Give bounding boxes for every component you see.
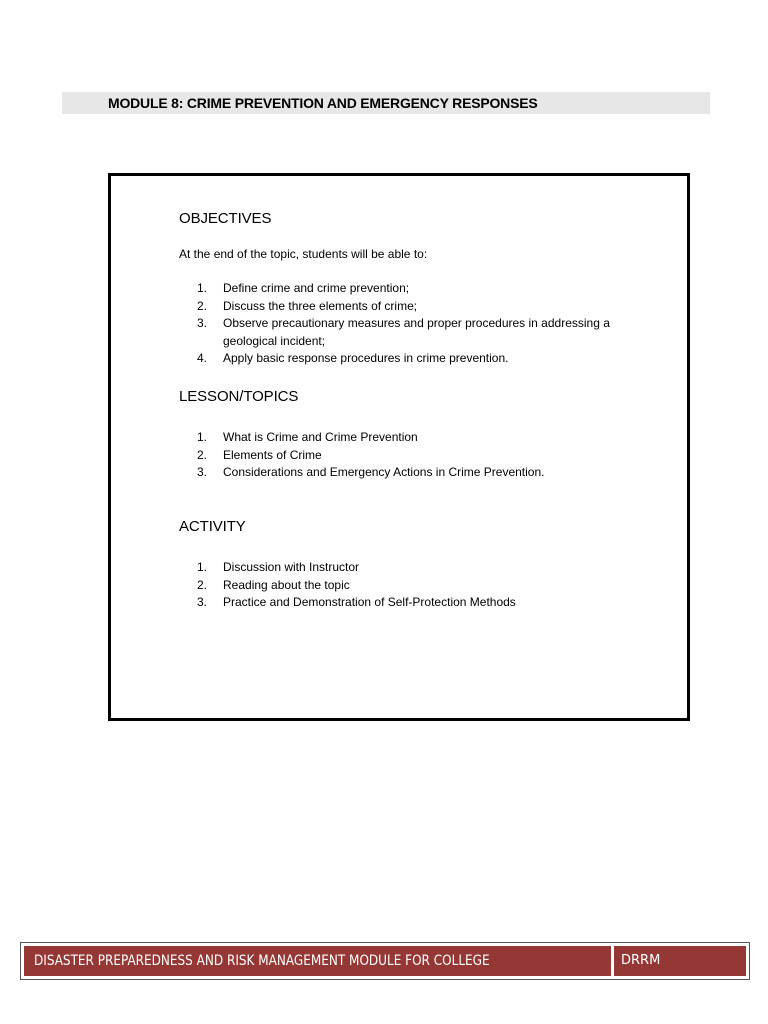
list-item-text: Elements of Crime [223,447,322,462]
footer-module-title: DISASTER PREPAREDNESS AND RISK MANAGEMENT MODULE FOR COLLEGE [34,953,490,969]
list-item [197,447,545,465]
list-item [197,594,516,612]
list-item-number: 1. [197,560,208,574]
list-item [197,559,516,577]
footer-banner [20,942,750,980]
list-item-text: Define crime and crime prevention; [223,281,410,295]
content-box [108,173,690,721]
list-item-number: 2. [197,298,208,313]
list-item-text: Practice and Demonstration of Self-Protection Methods [223,595,516,609]
footer-course-code: DRRM [621,953,661,968]
list-item-number: 2. [197,447,208,462]
lesson-topics-heading: LESSON/TOPICS [179,388,299,405]
list-item-number: 2. [197,577,208,592]
list-item-number: 3. [197,316,208,330]
list-item [197,464,545,482]
list-item [197,429,545,447]
objectives-list [197,280,637,368]
lesson-topics-list [197,429,545,482]
module-title: MODULE 8: CRIME PREVENTION AND EMERGENCY RESPONSES [108,95,538,111]
module-header-bar [62,92,710,114]
list-item-text: What is Crime and Crime Prevention [223,430,418,444]
list-item-text: Reading about the topic [223,577,350,592]
footer-side-cell [614,946,746,976]
list-item [197,298,637,316]
activity-list [197,559,516,612]
list-item-text: Apply basic response procedures in crime prevention. [223,351,509,365]
list-item [197,315,637,350]
list-item-text: Discussion with Instructor [223,560,360,574]
list-item-number: 1. [197,281,208,295]
list-item-number: 3. [197,465,208,479]
list-item-number: 4. [197,351,208,365]
activity-heading: ACTIVITY [179,518,246,535]
list-item-number: 3. [197,595,208,609]
list-item-number: 1. [197,430,208,444]
list-item-text: Observe precautionary measures and proper procedures in addressing a geological incident; [223,316,610,348]
list-item-text: Considerations and Emergency Actions in Crime Prevention. [223,465,545,479]
list-item-text: Discuss the three elements of crime; [223,298,418,313]
objectives-intro: At the end of the topic, students will be able to: [179,247,428,261]
footer-main-cell [24,946,611,976]
list-item [197,577,516,595]
list-item [197,350,637,368]
objectives-heading: OBJECTIVES [179,210,272,227]
list-item [197,280,637,298]
